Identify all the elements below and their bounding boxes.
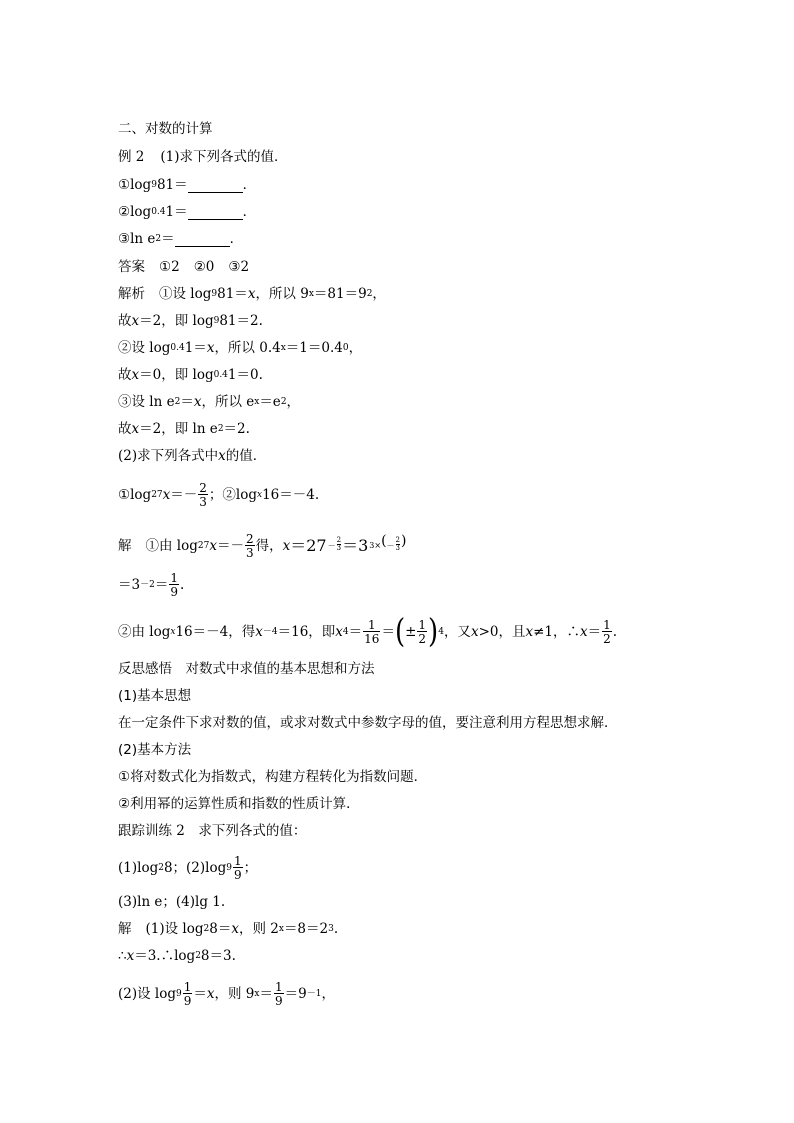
- var: x: [231, 921, 239, 937]
- training-solution-1: [118, 920, 338, 938]
- paragraph-text: 在一定条件下求对数的值，或求对数式中参数字母的值，要注意利用方程思想求解．: [118, 715, 618, 731]
- exp: －2: [140, 580, 155, 590]
- t: x: [170, 627, 176, 637]
- q1-arg: 81＝: [156, 177, 188, 193]
- t: ①log: [118, 487, 152, 503]
- exp: 2: [217, 424, 224, 434]
- var: x: [218, 448, 226, 464]
- exp: x: [254, 397, 260, 407]
- t: ＝: [348, 624, 363, 640]
- t: 8＝3.: [200, 948, 236, 964]
- training-solution-2: [118, 947, 236, 965]
- reflection-heading-1: [118, 687, 191, 705]
- t: 故: [118, 421, 132, 437]
- t: ＝27: [290, 536, 327, 555]
- denominator: 2: [603, 632, 611, 646]
- var: x: [470, 624, 479, 640]
- numerator: 1: [274, 980, 283, 994]
- right-paren: ): [428, 613, 439, 651]
- training-questions-2: [118, 893, 225, 911]
- example-2-intro: [118, 148, 288, 166]
- t: ③设 ln e: [118, 394, 175, 410]
- var: x: [525, 624, 534, 640]
- analysis-line-2: [118, 312, 263, 330]
- exp: 4: [438, 627, 444, 637]
- t: (3)ln e；(4)lg 1.: [118, 894, 226, 910]
- fraction: [417, 619, 427, 645]
- denominator: 3: [336, 544, 342, 552]
- t: ≠1，∴: [533, 624, 580, 640]
- denominator: 3: [395, 544, 400, 552]
- var: x: [335, 624, 343, 640]
- numerator: 1: [234, 854, 242, 868]
- t: (1)设 log: [145, 921, 204, 937]
- section-title-text: 二、对数的计算: [118, 121, 213, 137]
- var: x: [209, 538, 217, 554]
- exp: －1: [306, 989, 322, 999]
- denominator: 3: [199, 495, 207, 509]
- t: 2: [203, 924, 210, 934]
- t: ①由 log: [145, 538, 198, 554]
- var: x: [162, 487, 171, 503]
- t: ＝: [193, 986, 207, 1002]
- t: ②设 log: [118, 340, 171, 356]
- solution-label: 解: [118, 921, 132, 937]
- t: 8；(2)log: [163, 860, 227, 876]
- solution-line-3: [118, 615, 617, 649]
- analysis-line-4: [118, 366, 263, 384]
- exp: x: [278, 924, 284, 934]
- var: x: [255, 624, 263, 640]
- fraction: [363, 619, 380, 645]
- answer-2: ②0: [193, 259, 215, 275]
- t: ，: [372, 286, 386, 302]
- t: ＝0，即 log: [139, 367, 214, 383]
- q3-exp: 2: [155, 234, 162, 244]
- exp: x: [280, 343, 286, 353]
- t: ，: [321, 986, 335, 1002]
- exponent: 3× ( － $\frac{2}{3}$ ): [369, 537, 406, 555]
- answer-blank[interactable]: [175, 233, 230, 247]
- numerator: 1: [603, 618, 611, 632]
- t: x: [257, 490, 263, 500]
- analysis-label: 解析: [118, 286, 145, 302]
- fraction: [183, 981, 193, 1007]
- t: ，则 2: [238, 921, 279, 937]
- answer-1: ①2: [159, 259, 180, 275]
- reflection-para-3: [118, 795, 360, 813]
- t: ，所以 9: [255, 286, 309, 302]
- exp: 2: [280, 397, 287, 407]
- q1-period: ．: [242, 177, 257, 193]
- training-solution-3: [118, 978, 335, 1010]
- var: x: [131, 367, 140, 383]
- t: ＝e: [259, 394, 281, 410]
- t: 16＝－4.: [262, 487, 320, 503]
- denominator: 9: [274, 994, 283, 1008]
- t: ，: [348, 340, 363, 356]
- t: ＝2，即 log: [139, 313, 214, 329]
- fraction: [602, 619, 612, 645]
- t: 得，: [255, 538, 283, 554]
- t: ；: [243, 860, 258, 876]
- analysis-line-6: [118, 420, 250, 438]
- t: ＝9: [284, 986, 307, 1002]
- q3-suffix: ＝: [161, 231, 175, 247]
- t: ＝2，即 ln e: [139, 421, 218, 437]
- analysis-line-3: [118, 339, 362, 357]
- q2-prefix: ②log: [118, 204, 152, 220]
- t: (2)设 log: [118, 986, 177, 1002]
- example-label: 例 2: [118, 149, 145, 165]
- var: x: [206, 986, 215, 1002]
- solution-line-1: [118, 530, 406, 562]
- t: ，所以 e: [201, 394, 255, 410]
- denominator: 9: [183, 994, 192, 1008]
- t: ，又: [443, 624, 471, 640]
- denominator: 9: [170, 585, 178, 599]
- var: x: [193, 394, 202, 410]
- numerator: 1: [170, 571, 178, 585]
- numerator: 2: [336, 536, 342, 544]
- t: 1＝0.: [227, 367, 263, 383]
- numerator: 2: [245, 532, 254, 546]
- fraction: [245, 533, 255, 559]
- q3-prefix: ③ln e: [118, 231, 156, 247]
- t: ，则 9: [214, 986, 255, 1002]
- t: 81＝2.: [219, 313, 263, 329]
- part2-question: [118, 480, 319, 510]
- reflection-para-1: [118, 714, 618, 732]
- question-1: [118, 176, 256, 194]
- var: x: [126, 948, 135, 964]
- paragraph-text: ①将对数式化为指数式，构建方程转化为指数问题．: [118, 769, 428, 785]
- answer-line: [118, 258, 249, 276]
- exp: 0: [342, 343, 349, 353]
- denominator: 16: [364, 632, 380, 646]
- section-title: [118, 120, 213, 138]
- t: ±: [405, 624, 417, 640]
- fraction: [396, 537, 400, 552]
- t: 2: [158, 863, 164, 873]
- exp: x: [254, 989, 260, 999]
- t: 81＝: [217, 286, 248, 302]
- solution-label: 解: [118, 538, 132, 554]
- t: 9: [226, 863, 232, 873]
- t: 2: [195, 951, 201, 961]
- t: ＝: [154, 577, 169, 593]
- t: .: [612, 624, 618, 640]
- training-questions-1: [118, 852, 257, 884]
- exp: 2: [174, 397, 181, 407]
- answer-blank[interactable]: [188, 206, 243, 220]
- t: ∴: [118, 948, 127, 964]
- t: ＝16，即: [277, 624, 336, 640]
- var: x: [580, 624, 588, 640]
- t: ；②log: [208, 487, 258, 503]
- t: 1＝: [184, 340, 207, 356]
- denominator: 3: [245, 546, 254, 560]
- t: ＝8＝2: [283, 921, 329, 937]
- q3-period: ．: [229, 231, 244, 247]
- var: x: [131, 313, 140, 329]
- part2-intro: [118, 447, 266, 465]
- t: ，: [286, 394, 301, 410]
- var: x: [282, 538, 291, 554]
- t: ＝3: [118, 577, 141, 593]
- denominator: 2: [418, 632, 427, 646]
- solution-line-2: [118, 570, 184, 600]
- t: ＝: [180, 394, 194, 410]
- question-3: [118, 230, 243, 248]
- numerator: 2: [395, 536, 400, 544]
- numerator: 2: [199, 481, 207, 495]
- numerator: 1: [418, 618, 427, 632]
- exp: 4: [342, 627, 349, 637]
- var: x: [206, 340, 215, 356]
- q1-prefix: ①log: [118, 177, 152, 193]
- t: ＝－: [170, 487, 198, 503]
- answer-blank[interactable]: [188, 179, 243, 193]
- t: (2)求下列各式中: [118, 448, 219, 464]
- numerator: 1: [183, 980, 192, 994]
- t: .: [179, 577, 185, 593]
- t: ＝: [259, 986, 273, 1002]
- q2-base: 0.4: [151, 207, 166, 217]
- t: ＝1＝0.4: [285, 340, 343, 356]
- t: ①设 log: [159, 286, 212, 302]
- q2-period: ．: [242, 204, 257, 220]
- part1-intro: (1)求下列各式的值．: [160, 149, 288, 165]
- t: .: [333, 921, 339, 937]
- var: x: [247, 286, 256, 302]
- left-paren: (: [394, 613, 406, 651]
- heading-text: (2)基本方法: [118, 742, 192, 758]
- exp: －4: [262, 627, 278, 637]
- t: 27: [197, 541, 210, 551]
- t: －: [327, 541, 336, 550]
- answer-3: ③2: [228, 259, 250, 275]
- question-2: [118, 203, 256, 221]
- fraction: [198, 482, 208, 508]
- training-title: [118, 822, 306, 840]
- fraction: [337, 537, 341, 552]
- fraction: [233, 855, 243, 881]
- q2-arg: 1＝: [165, 204, 188, 220]
- fraction: [274, 981, 284, 1007]
- heading-text: (1)基本思想: [118, 688, 192, 704]
- exp: x: [308, 289, 314, 299]
- t: 0.4: [170, 343, 185, 353]
- t: >0，且: [478, 624, 526, 640]
- t: (1)log: [118, 860, 159, 876]
- t: ＝81＝9: [313, 286, 367, 302]
- t: 8＝: [209, 921, 232, 937]
- t: －: [386, 541, 395, 550]
- t: ＝2.: [223, 421, 250, 437]
- training-title-text: 跟踪训练 2 求下列各式的值：: [118, 823, 307, 839]
- analysis-line-1: [118, 285, 386, 303]
- t: ＝3: [342, 536, 369, 555]
- t: 0.4: [213, 370, 228, 380]
- t: ，所以 0.4: [214, 340, 281, 356]
- denominator: 9: [234, 868, 242, 882]
- t: 9: [176, 989, 182, 999]
- t: 9: [211, 289, 218, 299]
- t: ＝－: [216, 538, 244, 554]
- t: 的值．: [225, 448, 267, 464]
- exp: 2: [366, 289, 373, 299]
- paragraph-text: ②利用幂的运算性质和指数的性质计算．: [118, 796, 360, 812]
- t: 16＝－4，得: [175, 624, 256, 640]
- t: 故: [118, 367, 132, 383]
- t: 27: [151, 490, 163, 500]
- t: 3×: [369, 541, 382, 550]
- q1-base: 9: [151, 180, 157, 190]
- t: ＝3.∴log: [134, 948, 196, 964]
- t: ＝: [587, 624, 602, 640]
- var: x: [131, 421, 140, 437]
- t: ②由 log: [118, 624, 171, 640]
- answer-label: 答案: [118, 259, 145, 275]
- t: ＝: [381, 624, 395, 640]
- reflection-para-2: [118, 768, 427, 786]
- exponent: [328, 537, 342, 555]
- t: 故: [118, 313, 132, 329]
- reflection-heading-2: [118, 741, 191, 759]
- fraction: [169, 572, 179, 598]
- t: 9: [213, 316, 220, 326]
- numerator: 1: [367, 618, 376, 632]
- analysis-line-5: [118, 393, 300, 411]
- exp: 3: [328, 924, 334, 934]
- reflection-title-text: 反思感悟 对数式中求值的基本思想和方法: [118, 661, 375, 677]
- reflection-title: [118, 660, 375, 678]
